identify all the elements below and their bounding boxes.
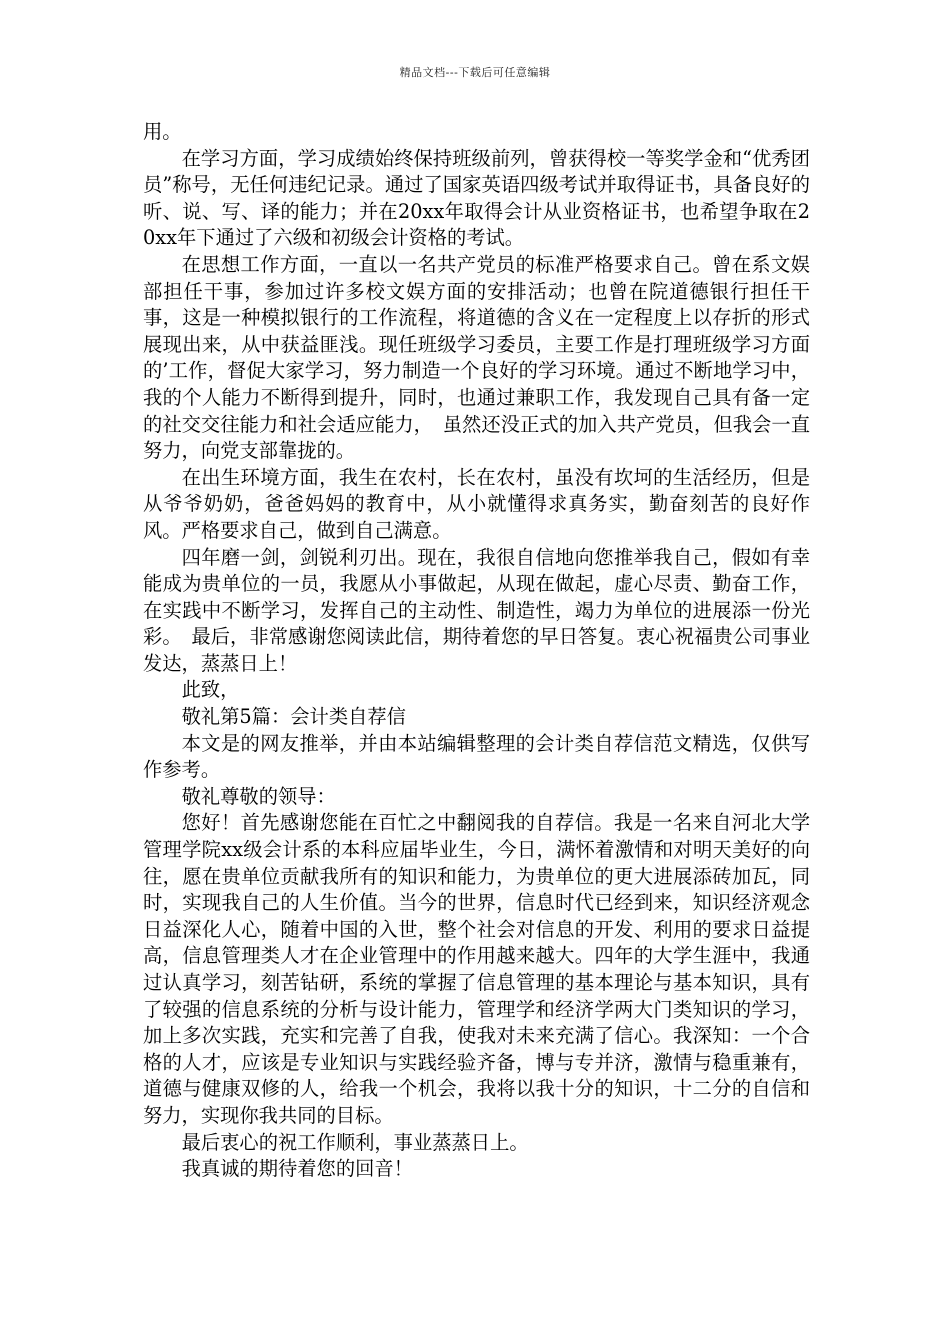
page-header: 精品文档---下载后可任意编辑 bbox=[399, 66, 551, 79]
paragraph-wishes: 最后衷心的祝工作顺利，事业蒸蒸日上。 bbox=[181, 1130, 529, 1154]
paragraph-study: 在学习方面，学习成绩始终保持班级前列，曾获得校一等奖学金和“优秀团员”称号，无任何违纪记录。通过了国家英语四级考试并取得证书，具备良好的听、说、写、译的能力；并在20xx年取得会计从业资格证书，也希望争取在20xx年下通过了六级和初级会计资格的考试。 bbox=[143, 146, 810, 250]
paragraph-closing: 四年磨一剑，剑锐利刃出。现在，我很自信地向您推举我自己，假如有幸能成为贵单位的一员，我愿从小事做起，从现在做起，虚心尽责、勤奋工作，在实践中不断学习，发挥自己的主动性、制造性，竭力为单位的进展添一份光彩。 最后，非常感谢您阅读此信，期待着您的早日答复。衷心祝福贵公司事业发达，蒸蒸日上！ bbox=[143, 545, 810, 675]
paragraph-main-letter: 您好！首先感谢您能在百忙之中翻阅我的自荐信。我是一名来自河北大学管理学院xx级会计系的本科应届毕业生，今日，满怀着激情和对明天美好的向往，愿在贵单位贡献我所有的知识和能力，为贵单位的更大进展添砖加瓦，同时，实现我自己的人生价值。当今的世界，信息时代已经到来，知识经济观念日益深化人心，随着中国的入世，整个社会对信息的开发、利用的要求日益提高，信息管理类人才在企业管理中的作用越来越大。四年的大学生涯中，我通过认真学习，刻苦钻研，系统的掌握了信息管理的基本理论与基本知识，具有了较强的信息系统的分析与设计能力，管理学和经济学两大门类知识的学习，加上多次实践，充实和完善了自我，使我对未来充满了信心。我深知：一个合格的人才，应该是专业知识与实践经验齐备，博与专并济，激情与稳重兼有，道德与健康双修的人，给我一个机会，我将以我十分的知识，十二分的自信和努力，实现你我共同的目标。 bbox=[143, 811, 810, 1127]
paragraph-section-title: 敬礼第5篇：会计类自荐信 bbox=[181, 705, 406, 729]
paragraph-ideology: 在思想工作方面，一直以一名共产党员的标准严格要求自己。曾在系文娱部担任干事，参加过许多校文娱方面的安排活动；也曾在院道德银行担任干事，这是一种模拟银行的工作流程，将道德的含义在一定程度上以存折的形式展现出来，从中获益匪浅。现任班级学习委员，主要工作是打理班级学习方面的’工作，督促大家学习，努力制造一个良好的学习环境。通过不断地学习中，我的个人能力不断得到提升，同时，也通过兼职工作，我发现自己具有备一定的社交交往能力和社会适应能力， 虽然还没正式的加入共产党员，但我会一直努力，向党支部靠拢的。 bbox=[143, 252, 810, 463]
paragraph-continuation: 用。 bbox=[143, 120, 182, 143]
paragraph-greeting: 敬礼尊敬的领导： bbox=[181, 784, 336, 808]
paragraph-background: 在出生环境方面，我生在农村，长在农村，虽没有坎坷的生活经历，但是从爷爷奶奶，爸爸妈妈的教育中，从小就懂得求真务实，勤奋刻苦的良好作风。严格要求自己，做到自己满意。 bbox=[143, 465, 810, 542]
paragraph-intro: 本文是的网友推举，并由本站编辑整理的会计类自荐信范文精选，仅供写作参考。 bbox=[143, 731, 810, 782]
paragraph-salutation: 此致， bbox=[181, 678, 240, 702]
paragraph-final: 我真诚的期待着您的回音！ bbox=[181, 1157, 413, 1181]
document-body bbox=[143, 119, 810, 1183]
